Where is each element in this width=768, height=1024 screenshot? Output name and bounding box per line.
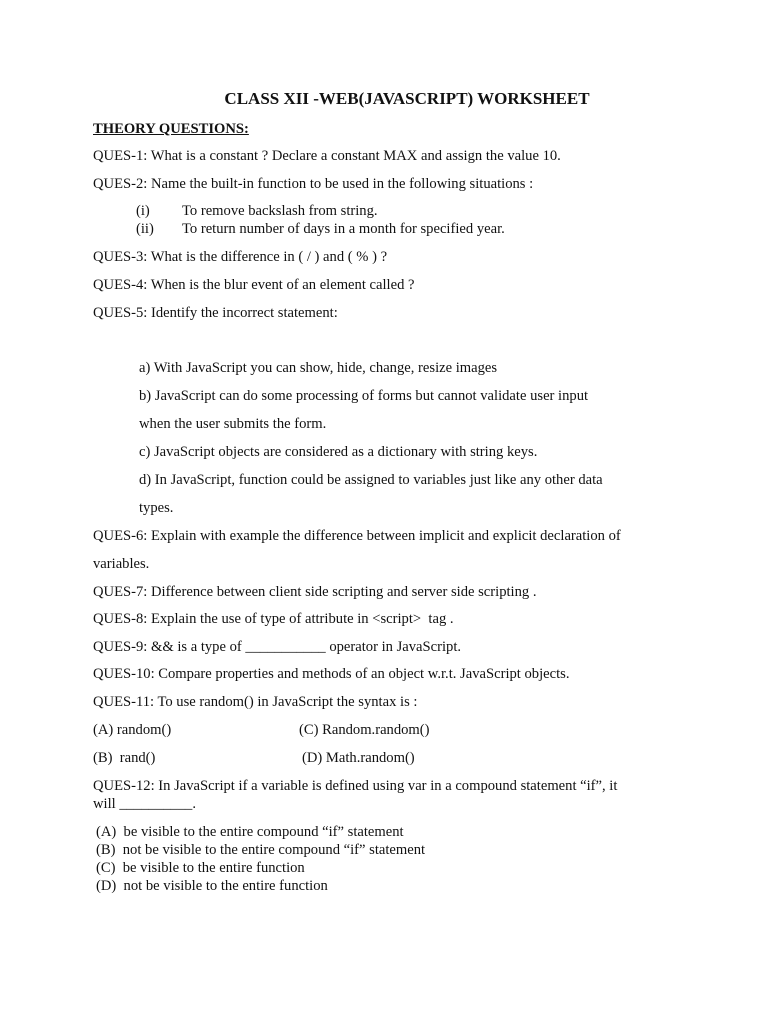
section-heading: THEORY QUESTIONS: bbox=[93, 121, 249, 137]
question-11: QUES-11: To use random() in JavaScript the syntax is : bbox=[93, 694, 418, 710]
question-6-line1: QUES-6: Explain with example the difference between implicit and explicit declaration of bbox=[93, 528, 621, 544]
q2-item-2-number: (ii) bbox=[136, 221, 154, 237]
q2-item-1-text: To remove backslash from string. bbox=[182, 203, 378, 219]
question-12-line1: QUES-12: In JavaScript if a variable is defined using var in a compound statement “if”, it bbox=[93, 778, 618, 794]
q5-option-b-line1: b) JavaScript can do some processing of forms but cannot validate user input bbox=[139, 388, 589, 404]
q5-option-c: c) JavaScript objects are considered as a dictionary with string keys. bbox=[139, 444, 538, 460]
page-title: CLASS XII -WEB(JAVASCRIPT) WORKSHEET bbox=[224, 89, 590, 108]
q11-option-a: (A) random() bbox=[93, 722, 172, 738]
question-4: QUES-4: When is the blur event of an element called ? bbox=[93, 277, 415, 293]
q5-option-b-line2: when the user submits the form. bbox=[139, 416, 327, 432]
question-7: QUES-7: Difference between client side scripting and server side scripting . bbox=[93, 584, 537, 600]
q12-option-d: (D) not be visible to the entire function bbox=[96, 878, 328, 894]
question-2: QUES-2: Name the built-in function to be used in the following situations : bbox=[93, 176, 534, 192]
q5-option-a: a) With JavaScript you can show, hide, change, resize images bbox=[139, 360, 498, 376]
question-5: QUES-5: Identify the incorrect statement: bbox=[93, 305, 338, 321]
q5-option-d-line1: d) In JavaScript, function could be assigned to variables just like any other data bbox=[139, 472, 603, 488]
q11-option-d: (D) Math.random() bbox=[302, 750, 415, 766]
question-10: QUES-10: Compare properties and methods of an object w.r.t. JavaScript objects. bbox=[93, 666, 570, 682]
question-9: QUES-9: && is a type of ___________ operator in JavaScript. bbox=[93, 639, 462, 655]
q5-option-d-line2: types. bbox=[139, 500, 174, 516]
q12-option-a: (A) be visible to the entire compound “if” statement bbox=[96, 824, 404, 840]
q11-option-b: (B) rand() bbox=[93, 750, 156, 766]
q2-item-2-text: To return number of days in a month for specified year. bbox=[182, 221, 505, 237]
question-6-line2: variables. bbox=[93, 556, 150, 572]
question-12-line2: will __________. bbox=[93, 796, 196, 812]
q12-option-b: (B) not be visible to the entire compound “if” statement bbox=[96, 842, 426, 858]
q2-item-1-number: (i) bbox=[136, 203, 150, 219]
q12-option-c: (C) be visible to the entire function bbox=[96, 860, 305, 876]
q11-option-c: (C) Random.random() bbox=[299, 722, 430, 738]
question-8: QUES-8: Explain the use of type of attribute in <script> tag . bbox=[93, 611, 454, 627]
question-1: QUES-1: What is a constant ? Declare a constant MAX and assign the value 10. bbox=[93, 148, 561, 164]
question-3: QUES-3: What is the difference in ( / ) and ( % ) ? bbox=[93, 249, 388, 265]
